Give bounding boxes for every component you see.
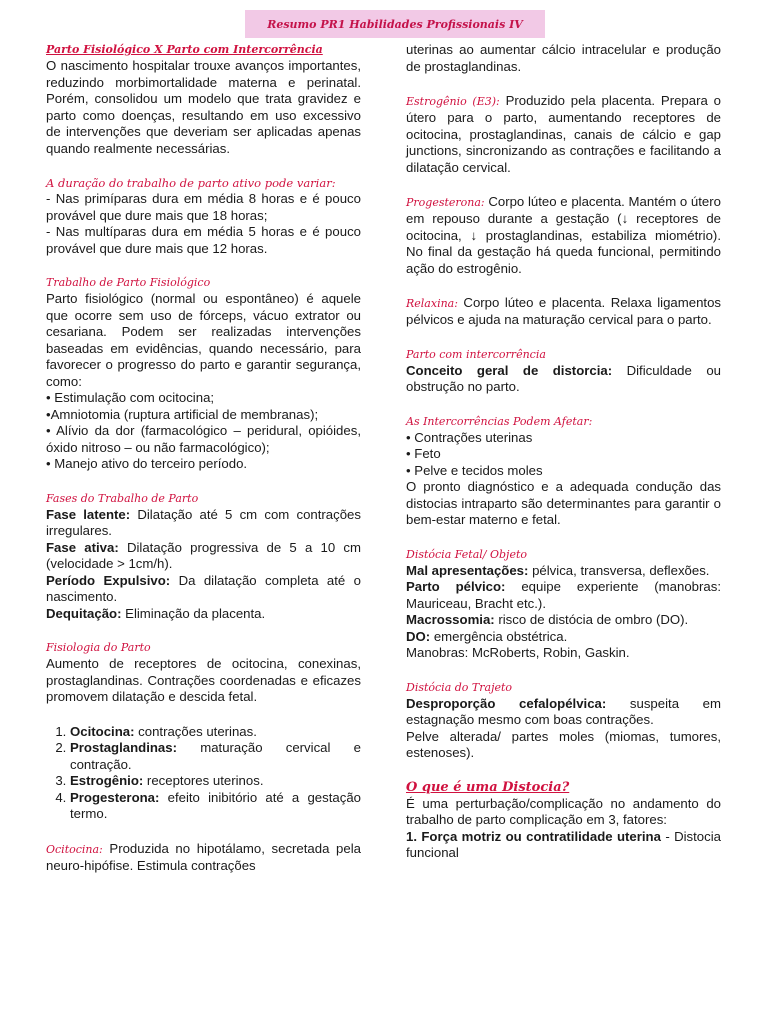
document-title: Resumo PR1 Habilidades Profissionais IV [267, 17, 523, 31]
heading-fases: Fases do Trabalho de Parto [46, 491, 199, 505]
heading-duracao: A duração do trabalho de parto ativo pode variar: [46, 176, 336, 190]
list-item: • Feto [406, 446, 441, 461]
row-manobras: Manobras: McRoberts, Robin, Gaskin. [406, 645, 630, 660]
paragraph-fisiologia: Aumento de receptores de ocitocina, conexinas, prostaglandinas. Contrações coordenadas e eficazes promovem dilatação e descida fetal. [46, 656, 361, 704]
heading-trabalho-fisiologico: Trabalho de Parto Fisiológico [46, 276, 211, 289]
row-mal-apresentacoes: Mal apresentações: pélvica, transversa, deflexões. [406, 562, 710, 578]
paragraph-parto-fisiologico: Parto fisiológico (normal ou espontâneo) é aquele que ocorre sem uso de fórceps, vácuo extrator ou cesariana. Podem ser realizadas intervenções baseadas em evidências, quando necessário, para favorecer o progresso do parto e garantir segurança, como: [46, 291, 361, 389]
list-item: • Estimulação com ocitocina; [46, 390, 215, 405]
paragraph-distocia-def: É uma perturbação/complicação no andamento do trabalho de parto complicação em 3, fatores: [406, 795, 721, 827]
phase-ativa: Fase ativa: Dilatação progressiva de 5 a 10 cm (velocidade > 1cm/h). [46, 539, 361, 571]
heading-distocia-trajeto: Distócia do Trajeto [406, 680, 513, 694]
row-forca-motriz: 1. Força motriz ou contratilidade uterina - Distocia funcional [406, 828, 721, 860]
paragraph-pronto-diagnostico: O pronto diagnóstico e a adequada condução das distocias intraparto são determinantes para garantir o bem-estar materno e fetal. [406, 479, 721, 527]
list-item: •Amniotomia (ruptura artificial de membranas); [46, 406, 319, 422]
heading-distocia-fetal: Distócia Fetal/ Objeto [406, 547, 528, 561]
paragraph-progesterona: Progesterona: Corpo lúteo e placenta. Mantém o útero em repouso durante a gestação (↓ receptores de ocitocina, ↓ prostaglandinas, estabiliza miométrio). No final da gestação há queda funcional, permitindo ação do estrogênio. [406, 194, 721, 276]
paragraph-conceito-distorcia: Conceito geral de distorcia: Dificuldade ou obstrução no parto. [406, 362, 721, 394]
paragraph-relaxina: Relaxina: Corpo lúteo e placenta. Relaxa ligamentos pélvicos e ajuda na maturação cervical para o parto. [406, 295, 721, 327]
phase-dequitacao: Dequitação: Eliminação da placenta. [46, 605, 266, 621]
list-item: • Alívio da dor (farmacológico – peridural, opióides, óxido nitroso – ou não farmacológico); [46, 423, 361, 455]
line-primiparas: - Nas primíparas dura em média 8 horas e é pouco provável que dure mais que 18 horas; [46, 191, 361, 223]
list-item: • Contrações uterinas [406, 429, 533, 445]
list-item: 4. Progesterona: efeito inibitório até a gestação termo. [70, 790, 361, 823]
row-macrossomia: Macrossomia: risco de distócia de ombro (DO). [406, 612, 689, 627]
paragraph-ocitocina-cont: uterinas ao aumentar cálcio intracelular e produção de prostaglandinas. [406, 42, 721, 74]
row-parto-pelvico: Parto pélvico: equipe experiente (manobras: Mauriceau, Bracht etc.). [406, 579, 721, 611]
phase-latente: Fase latente: Dilatação até 5 cm com contrações irregulares. [46, 506, 361, 538]
list-item: 2. Prostaglandinas: maturação cervical e contração. [70, 740, 361, 773]
row-do: DO: emergência obstétrica. [406, 628, 568, 644]
phase-expulsivo: Período Expulsivo: Da dilatação completa até o nascimento. [46, 572, 361, 604]
heading-podem-afetar: As Intercorrências Podem Afetar: [406, 414, 593, 428]
list-item: 3. Estrogênio: receptores uterinos. [70, 773, 361, 790]
paragraph-estrogenio: Estrogênio (E3): Produzido pela placenta. Prepara o útero para o parto, aumentando receptores de ocitocina, prostaglandinas, canais de cálcio e gap junctions, sincronizando as contrações e facilitando a dilatação cervical. [406, 93, 721, 175]
paragraph-nascimento: O nascimento hospitalar trouxe avanços importantes, reduzindo morbimortalidade materna e perinatal. Porém, consolidou um modelo que trata gravidez e parto como doenças, resultando em uso excessivo de intervenções que deveriam ser aplicadas apenas quando realmente necessárias. [46, 58, 361, 156]
list-item: • Manejo ativo do terceiro período. [46, 456, 248, 471]
heading-parto-intercorrencia: Parto com intercorrência [406, 347, 546, 361]
list-item: 1. Ocitocina: contrações uterinas. [70, 724, 361, 741]
title-banner [245, 10, 545, 38]
paragraph-ocitocina: Ocitocina: Produzida no hipotálamo, secretada pela neuro-hipófise. Estimula contrações [46, 840, 361, 873]
intervention-list [46, 390, 361, 473]
row-desproporcao: Desproporção cefalopélvica: suspeita em estagnação mesmo com boas contrações. [406, 695, 721, 727]
hormone-list [46, 724, 361, 823]
right-column [406, 42, 721, 862]
row-pelve-alterada: Pelve alterada/ partes moles (miomas, tumores, estenoses). [406, 728, 721, 760]
heading-fisiologia: Fisiologia do Parto [46, 641, 151, 654]
line-multiparas: - Nas multíparas dura em média 5 horas e é pouco provável que dure mais que 12 horas. [46, 224, 361, 256]
heading-o-que-e-distocia: O que é uma Distocia? [406, 779, 570, 795]
affect-list [406, 430, 721, 480]
heading-parto-fisiologico-x: Parto Fisiológico X Parto com Intercorrência [46, 43, 323, 56]
left-column [46, 42, 361, 874]
list-item: • Pelve e tecidos moles [406, 462, 543, 478]
